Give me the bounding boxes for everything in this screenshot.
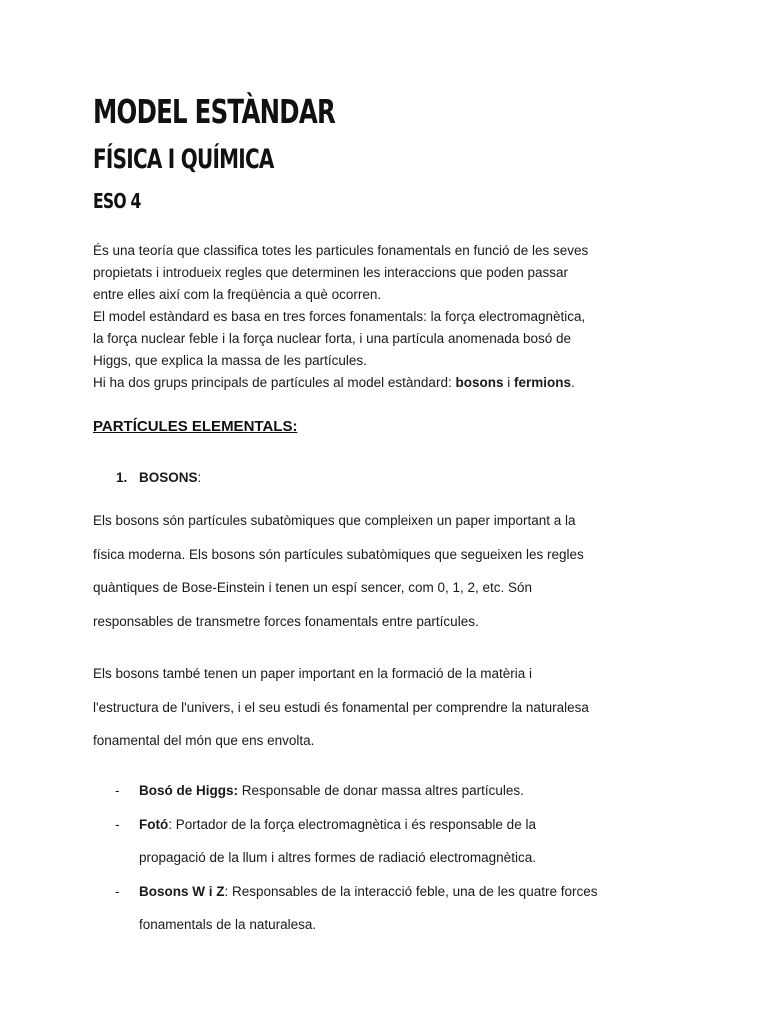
intro-line: propietats i introdueix regles que determinen les interaccions que poden passar bbox=[93, 265, 569, 280]
intro-line-text: i bbox=[503, 375, 514, 390]
list-label: BOSONS bbox=[139, 470, 198, 485]
bullet-term: Bosó de Higgs: bbox=[139, 783, 239, 798]
list-number: 1. bbox=[116, 470, 128, 485]
bullet-dash: - bbox=[115, 783, 120, 798]
bullet-line: propagació de la llum i altres formes de radiació electromagnètica. bbox=[139, 850, 536, 865]
bullet-line bbox=[139, 774, 693, 808]
term-fermions: fermions bbox=[513, 375, 571, 390]
paragraph-line: l'estructura de l'univers, i el seu estudi és fonamental per comprendre la naturalesa bbox=[93, 699, 589, 715]
bullet-line: fonamentals de la naturalesa. bbox=[139, 917, 317, 932]
intro-line: És una teoría que classifica totes les particules fonamentals en funció de les seves bbox=[93, 243, 589, 258]
intro-line-text: Hi ha dos grups principals de partícules al model estàndard: bbox=[93, 375, 456, 390]
intro-line-text: . bbox=[571, 375, 575, 390]
section-heading: PARTÍCULES ELEMENTALS: bbox=[93, 418, 298, 435]
intro-line: la força nuclear feble i la força nuclear forta, i una partícula anomenada bosó de bbox=[93, 331, 572, 346]
document-title: MODEL ESTÀNDAR bbox=[93, 92, 336, 131]
bullet-text: : Portador de la força electromagnètica i és responsable de la bbox=[168, 816, 536, 832]
list-item-higgs bbox=[93, 774, 693, 808]
bullet-term: Fotó bbox=[139, 816, 169, 832]
list-label-suffix: : bbox=[197, 470, 202, 485]
list-item-w-z-bosons bbox=[93, 875, 693, 942]
intro-paragraph bbox=[93, 240, 693, 394]
bullet-dash: - bbox=[115, 883, 120, 899]
boson-list bbox=[93, 774, 693, 942]
term-bosons: bosons bbox=[455, 375, 504, 390]
paragraph-line: responsables de transmetre forces fonamentals entre partícules. bbox=[93, 613, 479, 629]
bullet-line bbox=[139, 875, 693, 909]
bullet-line bbox=[139, 808, 693, 842]
paragraph-line: física moderna. Els bosons són partícules subatòmiques que segueixen les regles bbox=[93, 546, 584, 562]
bullet-dash: - bbox=[115, 816, 120, 832]
bullet-text: Responsable de donar massa altres partícules. bbox=[241, 783, 524, 798]
intro-line: Higgs, que explica la massa de les partícules. bbox=[93, 353, 367, 368]
list-item-photon bbox=[93, 808, 693, 875]
document-course: ESO 4 bbox=[93, 189, 141, 213]
numbered-heading-bosons bbox=[116, 470, 201, 485]
bosons-paragraph-2 bbox=[93, 657, 693, 758]
intro-line: El model estàndard es basa en tres forces fonamentals: la força electromagnètica, bbox=[93, 309, 586, 324]
intro-line: entre elles així com la freqüència a què ocorren. bbox=[93, 287, 382, 302]
paragraph-line: Els bosons també tenen un paper important en la formació de la matèria i bbox=[93, 666, 532, 681]
paragraph-line: Els bosons són partícules subatòmiques que compleixen un paper important a la bbox=[93, 513, 576, 528]
bullet-text: : Responsables de la interacció feble, una de les quatre forces bbox=[224, 883, 598, 899]
bullet-term: Bosons W i Z bbox=[139, 883, 225, 899]
paragraph-line: quàntiques de Bose-Einstein i tenen un espí sencer, com 0, 1, 2, etc. Són bbox=[93, 580, 533, 595]
bosons-paragraph-1 bbox=[93, 504, 693, 638]
intro-line bbox=[93, 372, 693, 394]
paragraph-line: fonamental del món que ens envolta. bbox=[93, 733, 315, 748]
document-subject: FÍSICA I QUÍMICA bbox=[93, 144, 274, 175]
